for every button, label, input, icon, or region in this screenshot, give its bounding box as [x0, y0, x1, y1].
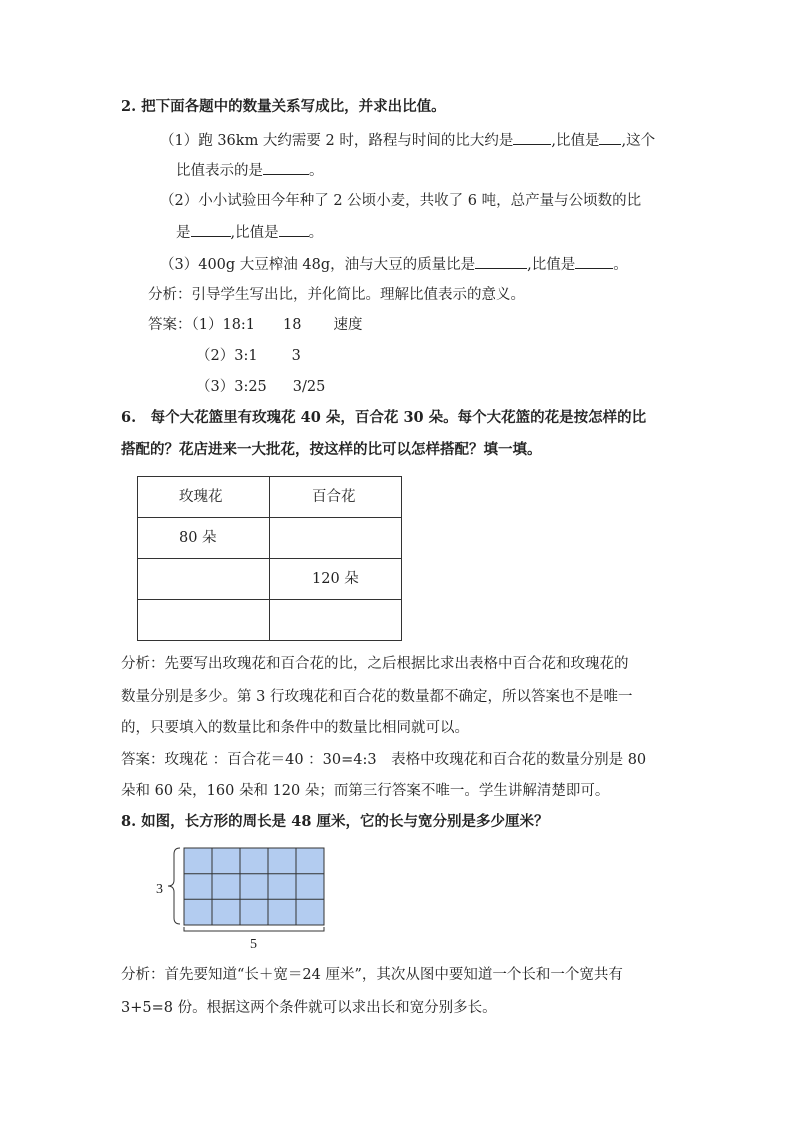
q6-title-line2: 搭配的？花店进来一大批花，按这样的比可以怎样搭配？填一填。: [121, 441, 542, 458]
q2-analysis: 分析：引导学生写出比，并化简比。理解比值表示的意义。: [148, 287, 525, 303]
table-cell-text: 120 朵: [312, 571, 359, 587]
table-header-lily-text: 百合花: [312, 489, 356, 505]
table-cell-text: [138, 600, 269, 608]
length-bracket: [184, 927, 324, 931]
table-cell: [138, 559, 270, 600]
table-cell-text: [270, 518, 401, 526]
table-cell-text: [270, 600, 401, 608]
q6-answer-line2: 朵和 60 朵，160 朵和 120 朵；而第三行答案不唯一。学生讲解清楚即可。: [121, 783, 610, 799]
q2-part1-line1: [160, 130, 655, 151]
rectangle-grid-figure: [150, 845, 330, 955]
q2-part2-line2: [176, 222, 323, 243]
q2-p2-text-b: 是: [176, 225, 191, 241]
q2-p2-blank-ratio: [191, 222, 231, 237]
width-label: 3: [156, 882, 163, 897]
table-cell-text: 80 朵: [179, 530, 217, 546]
table-cell: [138, 600, 270, 641]
q2-p3-blank-value: [575, 254, 613, 269]
q6-analysis-line2: 数量分别是多少。第 3 行玫瑰花和百合花的数量都不确定，所以答案也不是唯一: [121, 689, 633, 705]
flower-ratio-table: [137, 476, 402, 641]
q2-answer-1-ratio: （1）18:1: [191, 317, 256, 333]
table-header-lily: [270, 477, 402, 518]
q2-answer-3: [196, 377, 325, 397]
grid-background: [184, 848, 324, 925]
q2-p1-text-a: （1）跑 36km 大约需要 2 时，路程与时间的比大约是: [160, 133, 514, 149]
table-row: [138, 518, 402, 559]
q8-analysis-line1: 分析：首先要知道“长＋宽＝24 厘米”，其次从图中要知道一个长和一个宽共有: [121, 967, 623, 983]
q2-answer-3-value: 3/25: [292, 379, 326, 395]
q2-answer-2-ratio: （2）3:1: [196, 348, 258, 364]
table-row: [138, 600, 402, 641]
q2-p3-text-b: ,比值是: [527, 257, 576, 273]
q6-analysis-line3: 的，只要填入的数量比和条件中的数量比相同就可以。: [121, 720, 469, 736]
q2-p2-text-c: ,比值是: [230, 225, 279, 241]
q2-p3-text-a: （3）400g 大豆榨油 48g，油与大豆的质量比是: [160, 257, 476, 273]
q2-part1-line2: [176, 160, 324, 181]
q2-p1-text-d: 比值表示的是: [176, 163, 263, 179]
q2-p1-blank-ratio: [513, 130, 551, 145]
q2-p2-text-d: 。: [308, 225, 324, 241]
q2-answer-2: [196, 346, 301, 366]
table-cell: [270, 600, 402, 641]
q6-title-line1: 6. 每个大花篮里有玫瑰花 40 朵，百合花 30 朵。每个大花篮的花是按怎样的比: [121, 409, 647, 426]
table-cell: [270, 559, 402, 600]
q2-answer-label: 答案：: [148, 317, 192, 333]
q2-answer-2-value: 3: [291, 348, 301, 364]
q2-p3-blank-ratio: [475, 254, 527, 269]
q2-answer-1-value: 18: [283, 317, 302, 333]
q2-p1-blank-value: [599, 130, 621, 145]
table-header-rose-text: 玫瑰花: [179, 489, 223, 505]
table-cell: [138, 518, 270, 559]
q2-p1-blank-meaning: [263, 160, 309, 175]
q8-analysis-line2: 3+5=8 份。根据这两个条件就可以求出长和宽分别多长。: [121, 1000, 497, 1016]
table-cell-text: [138, 559, 269, 567]
table-cell: [270, 518, 402, 559]
table-row: [138, 559, 402, 600]
q2-p1-text-b: ,比值是: [551, 133, 600, 149]
q6-answer-line1: 答案：玫瑰花 ：百合花＝40 ：30=4:3 表格中玫瑰花和百合花的数量分别是 80: [121, 752, 647, 768]
q8-title: 8. 如图，长方形的周长是 48 厘米，它的长与宽分别是多少厘米？: [121, 813, 549, 830]
q2-part2-line1: （2）小小试验田今年种了 2 公顷小麦，共收了 6 吨，总产量与公顷数的比: [160, 193, 642, 209]
q2-answer-1-meaning: 速度: [333, 317, 363, 333]
length-label: 5: [250, 937, 257, 952]
q2-p3-text-c: 。: [613, 257, 628, 273]
q2-answer-3-ratio: （3）3:25: [196, 379, 267, 395]
q2-answer-1: [148, 315, 363, 335]
width-brace: [168, 848, 180, 924]
q2-p1-text-e: 。: [309, 163, 324, 179]
table-header-rose: [138, 477, 270, 518]
table-header-row: [138, 477, 402, 518]
q2-p1-text-c: ,这个: [621, 133, 656, 149]
q2-p2-blank-value: [279, 222, 309, 237]
q2-title: 2. 把下面各题中的数量关系写成比，并求出比值。: [121, 98, 446, 115]
q2-part3: [160, 254, 628, 275]
q6-analysis-line1: 分析：先要写出玫瑰花和百合花的比，之后根据比求出表格中百合花和玫瑰花的: [121, 656, 629, 672]
